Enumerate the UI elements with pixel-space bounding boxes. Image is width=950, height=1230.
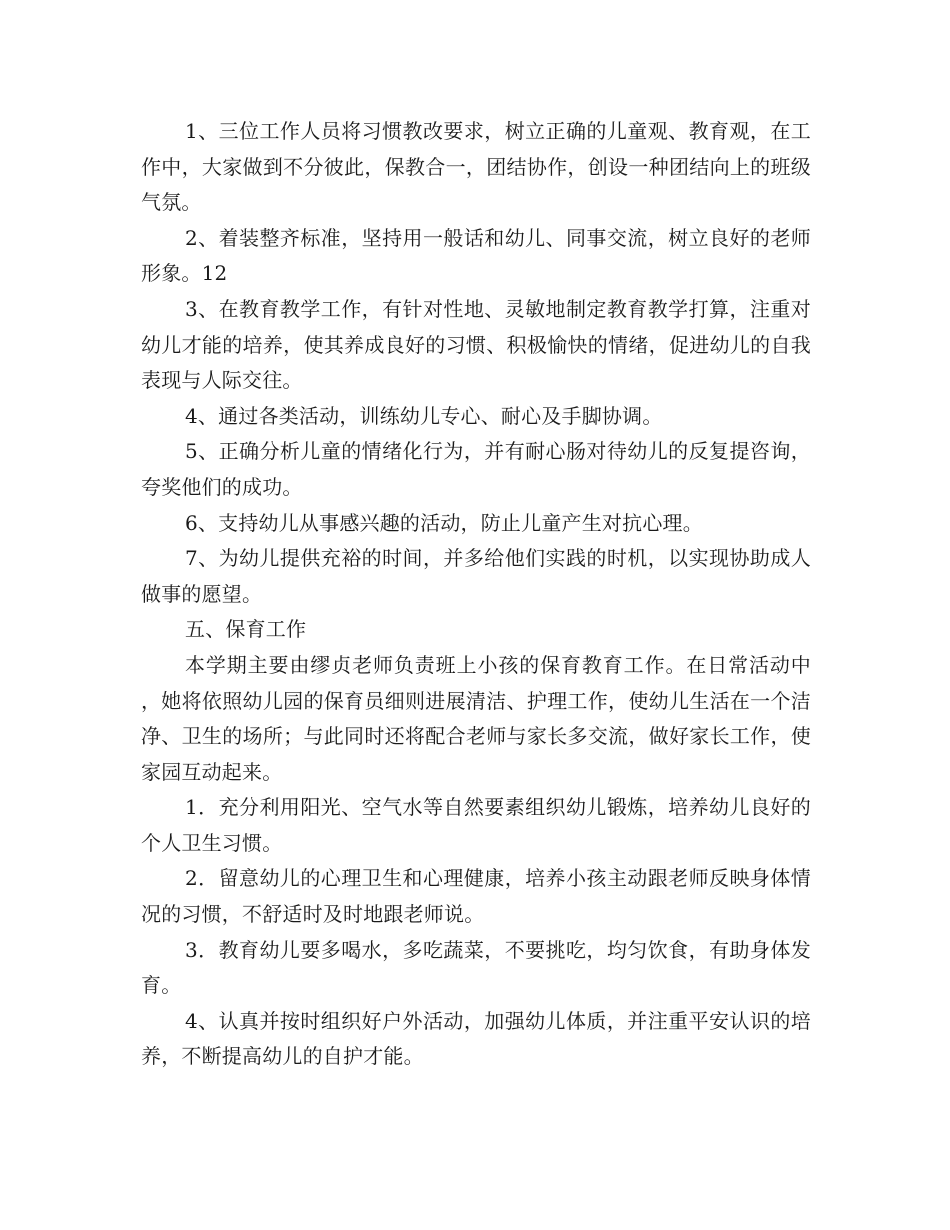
paragraph-care-item-4: 4、认真并按时组织好户外活动，加强幼儿体质，并注重平安认识的培养，不断提高幼儿的自护才能。 — [141, 1008, 811, 1069]
section-heading-care-work: 五、保育工作 — [185, 617, 307, 642]
paragraph-teaching-plan: 3、在教育教学工作，有针对性地、灵敏地制定教育教学打算，注重对幼儿才能的培养，使其养成良好的习惯、积极愉快的情绪，促进幼儿的自我表现与人际交往。 — [141, 296, 811, 393]
paragraph-activities: 4、通过各类活动，训练幼儿专心、耐心及手脚协调。 — [185, 403, 663, 428]
paragraph-care-item-3: 3．教育幼儿要多喝水，多吃蔬菜，不要挑吃，均匀饮食，有助身体发育。 — [141, 937, 811, 998]
paragraph-practice-time: 7、为幼儿提供充裕的时间，并多给他们实践的时机，以实现协助成人做事的愿望。 — [141, 546, 811, 606]
paragraph-care-item-2: 2．留意幼儿的心理卫生和心理健康，培养小孩主动跟老师反映身体情况的习惯，不舒适时及时地跟老师说。 — [141, 866, 811, 927]
paragraph-teamwork: 1、三位工作人员将习惯教改要求，树立正确的儿童观、教育观，在工作中，大家做到不分彼此，保教合一，团结协作，创设一种团结向上的班级气氛。 — [141, 119, 811, 215]
paragraph-care-item-1: 1．充分利用阳光、空气水等自然要素组织幼儿锻炼，培养幼儿良好的个人卫生习惯。 — [141, 795, 811, 855]
paragraph-interests: 6、支持幼儿从事感兴趣的活动，防止儿童产生对抗心理。 — [185, 510, 703, 535]
paragraph-emotional-behavior: 5、正确分析儿童的情绪化行为，并有耐心肠对待幼儿的反复提咨询，夸奖他们的成功。 — [141, 439, 811, 499]
document-body — [141, 114, 811, 1075]
paragraph-care-overview: 本学期主要由缪贞老师负责班上小孩的保育教育工作。在日常活动中，她将依照幼儿园的保育员细则进展清洁、护理工作，使幼儿生活在一个洁净、卫生的场所；与此同时还将配合老师与家长多交流，做好家长工作，使家园互动起来。 — [141, 652, 811, 784]
paragraph-dress-code: 2、着装整齐标准，坚持用一般话和幼儿、同事交流，树立良好的老师形象。12 — [141, 225, 811, 286]
